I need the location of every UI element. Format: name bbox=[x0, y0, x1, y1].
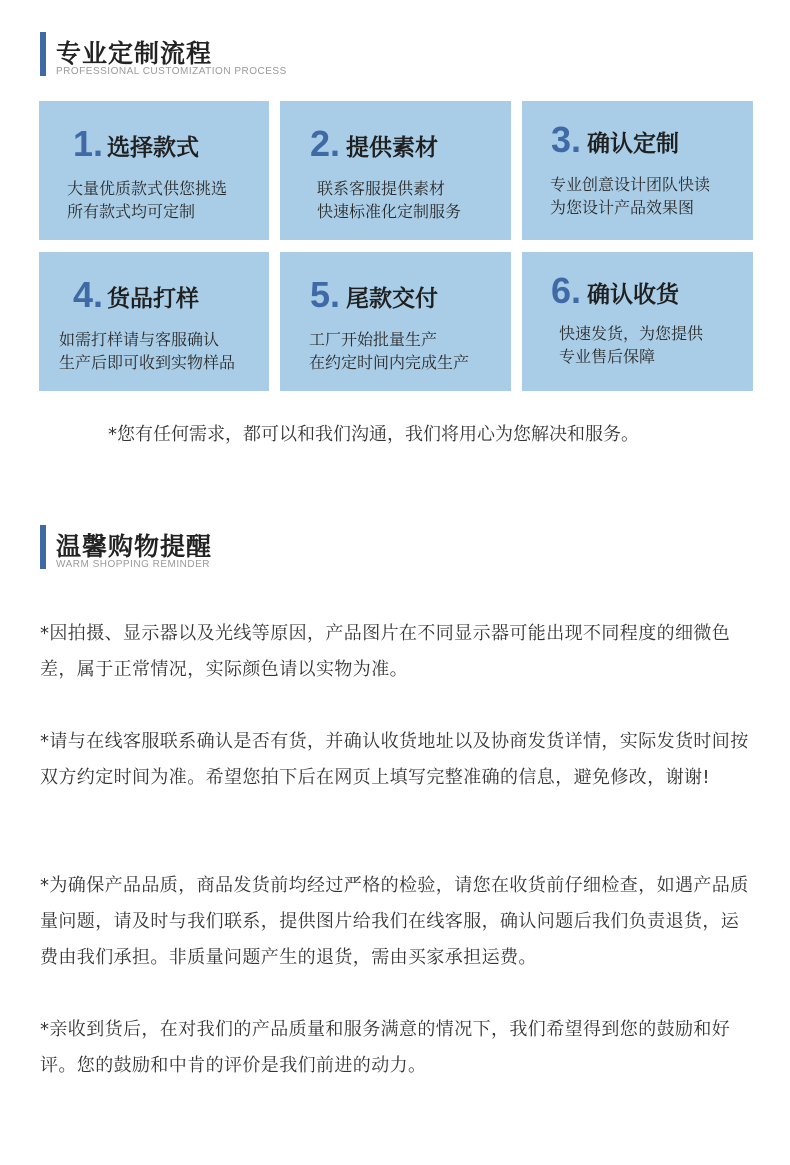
step-number: 1. bbox=[73, 123, 104, 164]
step-desc-line: 所有款式均可定制 bbox=[67, 202, 196, 221]
step-title: 货品打样 bbox=[107, 286, 199, 312]
process-subtitle: PROFESSIONAL CUSTOMIZATION PROCESS bbox=[56, 66, 287, 77]
process-title: 专业定制流程 bbox=[56, 39, 213, 68]
step-number: 5. bbox=[310, 274, 341, 315]
accent-bar bbox=[40, 525, 46, 569]
step-desc-line: 如需打样请与客服确认 bbox=[59, 330, 220, 349]
step-card-5 bbox=[280, 252, 511, 391]
step-card-3 bbox=[522, 101, 753, 240]
step-desc-line: 大量优质款式供您挑选 bbox=[67, 179, 228, 198]
step-number: 4. bbox=[73, 274, 104, 315]
step-title: 确认定制 bbox=[587, 131, 679, 157]
step-desc-line: 快速发货，为您提供 bbox=[559, 324, 704, 343]
step-desc-line: 快速标准化定制服务 bbox=[317, 202, 462, 221]
step-desc-line: 生产后即可收到实物样品 bbox=[59, 353, 236, 372]
step-title: 提供素材 bbox=[346, 135, 438, 161]
step-title: 选择款式 bbox=[107, 135, 199, 161]
step-desc-line: 工厂开始批量生产 bbox=[309, 330, 438, 349]
step-card-4 bbox=[39, 252, 269, 391]
accent-bar bbox=[40, 32, 46, 76]
step-description bbox=[317, 177, 461, 223]
step-description bbox=[550, 173, 710, 219]
step-title: 确认收货 bbox=[587, 282, 679, 308]
step-number: 6. bbox=[551, 270, 582, 311]
reminder-subtitle: WARM SHOPPING REMINDER bbox=[56, 559, 210, 570]
step-card-2 bbox=[280, 101, 511, 240]
step-description bbox=[59, 328, 235, 374]
process-note: *您有任何需求，都可以和我们沟通，我们将用心为您解决和服务。 bbox=[108, 424, 639, 445]
reminder-paragraph: *因拍摄、显示器以及光线等原因，产品图片在不同显示器可能出现不同程度的细微色差，属于正常情况，实际颜色请以实物为准。 bbox=[40, 623, 731, 680]
reminder-paragraph: *亲收到货后，在对我们的产品质量和服务满意的情况下，我们希望得到您的鼓励和好评。您的鼓励和中肯的评价是我们前进的动力。 bbox=[40, 1019, 731, 1076]
step-desc-line: 在约定时间内完成生产 bbox=[309, 353, 470, 372]
reminder-title: 温馨购物提醒 bbox=[56, 532, 213, 561]
step-description bbox=[559, 322, 703, 368]
step-number: 3. bbox=[551, 119, 582, 160]
step-description bbox=[67, 177, 227, 223]
process-steps-grid bbox=[39, 101, 753, 391]
step-card-6 bbox=[522, 252, 753, 391]
step-title: 尾款交付 bbox=[346, 286, 438, 312]
reminder-paragraph: *请与在线客服联系确认是否有货，并确认收货地址以及协商发货详情，实际发货时间按双方约定时间为准。希望您拍下后在网页上填写完整准确的信息，避免修改，谢谢! bbox=[40, 731, 749, 788]
step-desc-line: 专业售后保障 bbox=[559, 347, 656, 366]
reminder-paragraph: *为确保产品品质，商品发货前均经过严格的检验，请您在收货前仔细检查，如遇产品质量问题，请及时与我们联系，提供图片给我们在线客服，确认问题后我们负责退货，运费由我们承担。非质量问题产生的退货，需由买家承担运费。 bbox=[40, 875, 749, 968]
step-number: 2. bbox=[310, 123, 341, 164]
step-desc-line: 为您设计产品效果图 bbox=[550, 198, 695, 217]
step-desc-line: 专业创意设计团队快读 bbox=[550, 175, 711, 194]
step-desc-line: 联系客服提供素材 bbox=[317, 179, 446, 198]
step-card-1 bbox=[39, 101, 269, 240]
step-description bbox=[309, 328, 469, 374]
